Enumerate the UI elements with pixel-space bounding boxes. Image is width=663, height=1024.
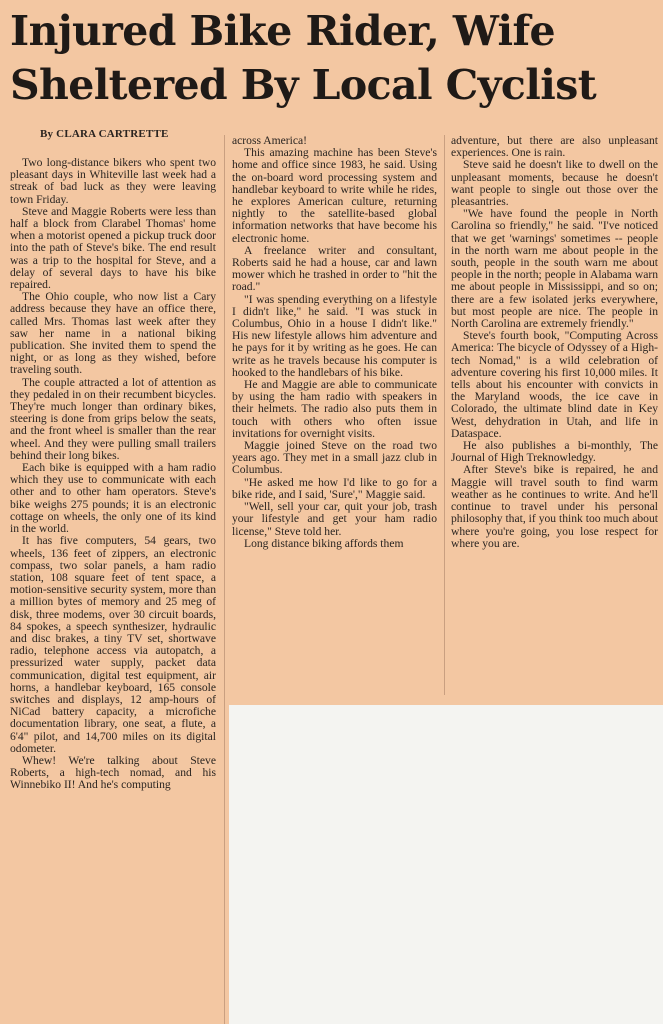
paragraph: "He asked me how I'd like to go for a bike ride, and I said, 'Sure'," Maggie said.	[232, 475, 437, 501]
blank-background	[229, 705, 663, 1024]
column-1	[10, 157, 216, 792]
paragraph: He also publishes a bi-monthly, The Journal of High Treknowledgy.	[451, 439, 658, 465]
paragraph: Long distance biking affords them	[244, 536, 404, 550]
column-2	[232, 135, 437, 550]
paragraph: "We have found the people in North Carolina so friendly," he said. "I've noticed that we get 'warnings' sometimes -- people in the north warn me about people in the south, people in the south warn me about people in the north; people in Alabama warn me about people in Mississippi, and so on; there are a few isolated jerks everywhere, but most people are nice. The people in North Carolina are extremely friendly."	[451, 207, 658, 331]
column-rule-2	[444, 135, 445, 695]
paragraph: Whew! We're talking about Steve Roberts, a high-tech nomad, and his Winnebiko II! And he's computing	[10, 753, 216, 792]
paragraph: "I was spending everything on a lifestyle I didn't like," he said. "I was stuck in Columbus, Ohio in a house I didn't like." His new lifestyle allows him adventure and he pays for it by writing as he goes. He can write as he travels because his computer is hooked to the handlebars of his bike.	[232, 292, 437, 379]
paragraph: Steve's fourth book, "Computing Across America: The bicycle of Odyssey of a High-tech Nomad," is a wild celebration of adventure covering his first 10,000 miles. It tells about his encounter with convicts in the Maryland woods, the ice cave in Colorado, the ultimate blind date in Key West, dehydration in Utah, and life in Dataspace.	[451, 329, 658, 440]
paragraph: A freelance writer and consultant, Roberts said he had a house, car and lawn mower which he trashed in order to "hit the road."	[232, 243, 437, 294]
byline: By CLARA CARTRETTE	[40, 128, 169, 140]
paragraph-continued: across America!	[232, 134, 308, 147]
paragraph: The couple attracted a lot of attention as they pedaled in on their recumbent bicycles. They're much longer than ordinary bikes, steering is done from grips below the seats, and the front wheel is smaller than the rear wheel. And they were pulling small trailers behind their long bikes.	[10, 375, 216, 462]
paragraph: After Steve's bike is repaired, he and Maggie will travel south to find warm weather as he continues to write. And he'll continue to travel under his personal philosophy that, if you think too much about where you're going, you lose respect for where you are.	[451, 463, 658, 550]
headline-line-2: Sheltered By Local Cyclist	[10, 61, 597, 109]
paragraph-continued: adventure, but there are also unpleasant experiences. One is rain.	[451, 134, 658, 160]
paragraph: Two long-distance bikers who spent two pleasant days in Whiteville last week had a streak of bad luck as they were leaving town Friday.	[10, 156, 216, 206]
paragraph: Each bike is equipped with a ham radio which they use to communicate with each other and to other ham operators. Steve's bike weighs 275 pounds; it is an electronic cottage on wheels, the only one of its kind in the world.	[10, 461, 216, 536]
paragraph: Maggie joined Steve on the road two years ago. They met in a small jazz club in Columbus.	[232, 439, 437, 477]
paragraph: Steve said he doesn't like to dwell on the unpleasant moments, because he doesn't want people to single out those over the pleasantries.	[451, 158, 658, 209]
headline-line-1: Injured Bike Rider, Wife	[10, 7, 556, 55]
column-rule-1	[224, 135, 225, 1024]
paragraph: This amazing machine has been Steve's home and office since 1983, he said. Using the on-board word processing system and handlebar keyboard to write while he rides, he explores American culture, returning nightly to the satellite-based global information networks that have become his electronic home.	[232, 146, 437, 245]
paragraph: "Well, sell your car, quit your job, trash your lifestyle and get your ham radio license," Steve told her.	[232, 500, 437, 538]
column-3	[451, 135, 658, 550]
paragraph: Steve and Maggie Roberts were less than half a block from Clarabel Thomas' home when a motorist opened a pickup truck door into the path of Steve's bike. The end result was a trip to the hospital for Steve, and a delay of several days to have his bike repaired.	[10, 204, 216, 292]
paragraph: It has five computers, 54 gears, two wheels, 136 feet of zippers, an electronic compass, two solar panels, a ham radio station, 108 square feet of tent space, a motion-sensitive security system, more than a million bytes of memory and 25 meg of disk, three modems, over 30 circuit boards, 84 spokes, a speech synthesizer, hydraulic and disc brakes, a tiny TV set, shortwave radio, telephone access via autopatch, a pressurized water supply, packet data communication, digital test equipment, air horns, a handlebar keyboard, 165 console switches and displays, 12 amp-hours of NiCad battery capacity, a microfiche documentation library, one seat, a flute, a 6'4" pilot, and 14,700 miles on its digital odometer.	[10, 534, 216, 755]
paragraph: He and Maggie are able to communicate by using the ham radio with speakers in their helmets. The radio also puts them in touch with others who often issue invitations for overnight visits.	[232, 378, 437, 440]
headline	[10, 4, 660, 112]
paragraph: The Ohio couple, who now list a Cary address because they have an office there, called Mrs. Thomas last week after they saw her name in a national biking publication. She invited them to spend the night, or as long as they wished, before traveling south.	[10, 290, 216, 377]
